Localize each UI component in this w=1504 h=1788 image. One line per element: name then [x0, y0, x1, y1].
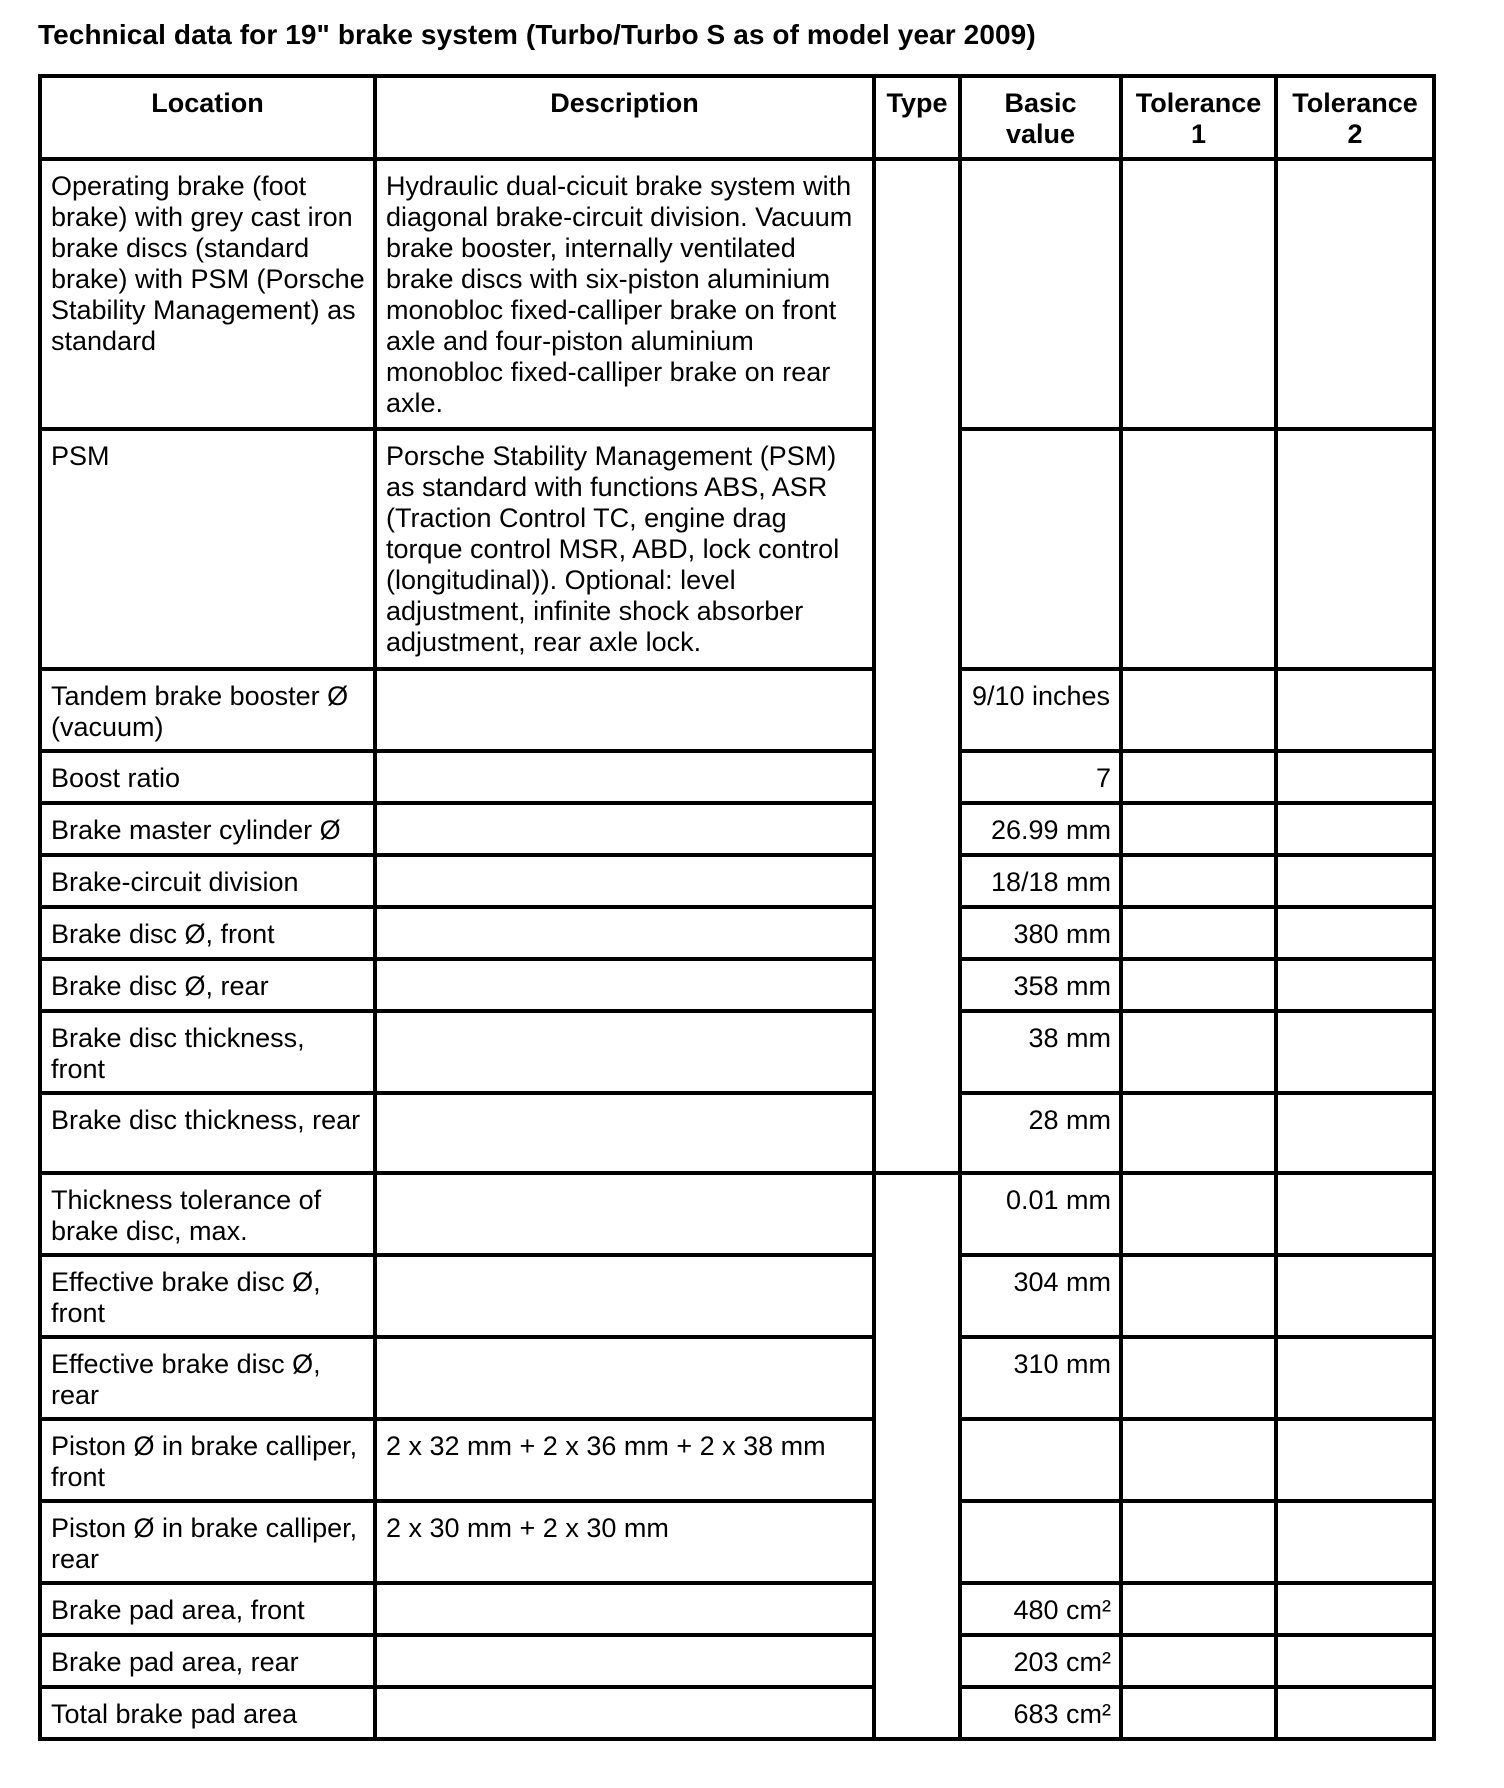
header-description: Description	[375, 76, 874, 159]
tolerance-1-cell	[1121, 803, 1276, 855]
basic-value-cell	[960, 1419, 1121, 1501]
type-cell	[874, 1173, 960, 1739]
basic-value-cell: 18/18 mm	[960, 855, 1121, 907]
tolerance-1-cell	[1121, 1337, 1276, 1419]
location-cell: Tandem brake booster Ø (vacuum)	[40, 669, 375, 751]
basic-value-cell: 480 cm²	[960, 1583, 1121, 1635]
location-cell: Piston Ø in brake calliper, rear	[40, 1501, 375, 1583]
location-cell: Operating brake (foot brake) with grey cast iron brake discs (standard brake) with PSM (Porsche Stability Management) as standard	[40, 159, 375, 429]
location-cell: Effective brake disc Ø, rear	[40, 1337, 375, 1419]
tolerance-2-cell	[1276, 803, 1434, 855]
basic-value-cell: 358 mm	[960, 959, 1121, 1011]
description-cell	[375, 1255, 874, 1337]
tolerance-2-cell	[1276, 751, 1434, 803]
location-cell: Effective brake disc Ø, front	[40, 1255, 375, 1337]
tolerance-2-cell	[1276, 855, 1434, 907]
table-row	[40, 1255, 1434, 1337]
table-row	[40, 669, 1434, 751]
tolerance-2-cell	[1276, 1635, 1434, 1687]
basic-value-cell: 9/10 inches	[960, 669, 1121, 751]
tolerance-1-cell	[1121, 1255, 1276, 1337]
header-tolerance-1: Tolerance 1	[1121, 76, 1276, 159]
tolerance-2-cell	[1276, 1583, 1434, 1635]
tolerance-2-cell	[1276, 1337, 1434, 1419]
header-basic-value: Basic value	[960, 76, 1121, 159]
table-row	[40, 959, 1434, 1011]
basic-value-cell	[960, 429, 1121, 669]
technical-data-table	[38, 74, 1436, 1741]
location-cell: Brake pad area, rear	[40, 1635, 375, 1687]
table-row	[40, 855, 1434, 907]
tolerance-1-cell	[1121, 751, 1276, 803]
description-cell	[375, 907, 874, 959]
description-cell	[375, 1583, 874, 1635]
header-tolerance-2: Tolerance 2	[1276, 76, 1434, 159]
tolerance-2-cell	[1276, 959, 1434, 1011]
tolerance-1-cell	[1121, 429, 1276, 669]
description-cell	[375, 959, 874, 1011]
tolerance-1-cell	[1121, 1419, 1276, 1501]
tolerance-2-cell	[1276, 159, 1434, 429]
header-type: Type	[874, 76, 960, 159]
tolerance-1-cell	[1121, 669, 1276, 751]
table-row	[40, 159, 1434, 429]
description-cell: Porsche Stability Management (PSM) as standard with functions ABS, ASR (Traction Control TC, engine drag torque control MSR, ABD, lock control (longitudinal)). Optional: level adjustment, infinite shock absorber adjustment, rear axle lock.	[375, 429, 874, 669]
description-cell: Hydraulic dual-cicuit brake system with diagonal brake-circuit division. Vacuum brake booster, internally ventilated brake discs with six-piston aluminium monobloc fixed-calliper brake on front axle and four-piston aluminium monobloc fixed-calliper brake on rear axle.	[375, 159, 874, 429]
table-row	[40, 1635, 1434, 1687]
location-cell: Brake disc Ø, front	[40, 907, 375, 959]
basic-value-cell: 0.01 mm	[960, 1173, 1121, 1255]
table-row	[40, 1419, 1434, 1501]
location-cell: Piston Ø in brake calliper, front	[40, 1419, 375, 1501]
basic-value-cell: 203 cm²	[960, 1635, 1121, 1687]
tolerance-2-cell	[1276, 1687, 1434, 1739]
basic-value-cell: 310 mm	[960, 1337, 1121, 1419]
location-cell: Brake disc thickness, rear	[40, 1093, 375, 1173]
basic-value-cell: 304 mm	[960, 1255, 1121, 1337]
page-title: Technical data for 19" brake system (Turbo/Turbo S as of model year 2009)	[38, 19, 1036, 50]
description-cell	[375, 1011, 874, 1093]
basic-value-cell: 7	[960, 751, 1121, 803]
location-cell: Brake disc thickness, front	[40, 1011, 375, 1093]
tolerance-1-cell	[1121, 907, 1276, 959]
table-row	[40, 429, 1434, 669]
tolerance-2-cell	[1276, 907, 1434, 959]
tolerance-2-cell	[1276, 1501, 1434, 1583]
description-cell	[375, 1687, 874, 1739]
basic-value-cell	[960, 1501, 1121, 1583]
tolerance-2-cell	[1276, 1093, 1434, 1173]
tolerance-1-cell	[1121, 1583, 1276, 1635]
table-header-row	[40, 76, 1434, 159]
table-row	[40, 1687, 1434, 1739]
basic-value-cell	[960, 159, 1121, 429]
tolerance-1-cell	[1121, 1173, 1276, 1255]
location-cell: PSM	[40, 429, 375, 669]
location-cell: Brake disc Ø, rear	[40, 959, 375, 1011]
description-cell	[375, 803, 874, 855]
tolerance-2-cell	[1276, 429, 1434, 669]
description-cell	[375, 1093, 874, 1173]
basic-value-cell: 28 mm	[960, 1093, 1121, 1173]
table-row	[40, 1501, 1434, 1583]
basic-value-cell: 683 cm²	[960, 1687, 1121, 1739]
tolerance-1-cell	[1121, 1635, 1276, 1687]
description-cell: 2 x 32 mm + 2 x 36 mm + 2 x 38 mm	[375, 1419, 874, 1501]
location-cell: Boost ratio	[40, 751, 375, 803]
tolerance-2-cell	[1276, 1419, 1434, 1501]
location-cell: Brake pad area, front	[40, 1583, 375, 1635]
location-cell: Thickness tolerance of brake disc, max.	[40, 1173, 375, 1255]
table-row	[40, 1173, 1434, 1255]
tolerance-1-cell	[1121, 159, 1276, 429]
tolerance-1-cell	[1121, 1687, 1276, 1739]
basic-value-cell: 38 mm	[960, 1011, 1121, 1093]
description-cell	[375, 855, 874, 907]
table-row	[40, 1337, 1434, 1419]
tolerance-2-cell	[1276, 1255, 1434, 1337]
table-row	[40, 1011, 1434, 1093]
tolerance-1-cell	[1121, 855, 1276, 907]
location-cell: Total brake pad area	[40, 1687, 375, 1739]
tolerance-1-cell	[1121, 1011, 1276, 1093]
tolerance-2-cell	[1276, 669, 1434, 751]
tolerance-1-cell	[1121, 959, 1276, 1011]
tolerance-2-cell	[1276, 1173, 1434, 1255]
table-row	[40, 1583, 1434, 1635]
tolerance-2-cell	[1276, 1011, 1434, 1093]
description-cell	[375, 669, 874, 751]
description-cell	[375, 1173, 874, 1255]
tolerance-1-cell	[1121, 1093, 1276, 1173]
tolerance-1-cell	[1121, 1501, 1276, 1583]
table-row	[40, 1093, 1434, 1173]
table-row	[40, 803, 1434, 855]
description-cell	[375, 1337, 874, 1419]
description-cell: 2 x 30 mm + 2 x 30 mm	[375, 1501, 874, 1583]
location-cell: Brake-circuit division	[40, 855, 375, 907]
description-cell	[375, 1635, 874, 1687]
description-cell	[375, 751, 874, 803]
header-location: Location	[40, 76, 375, 159]
basic-value-cell: 380 mm	[960, 907, 1121, 959]
type-cell	[874, 159, 960, 1173]
table-row	[40, 751, 1434, 803]
location-cell: Brake master cylinder Ø	[40, 803, 375, 855]
basic-value-cell: 26.99 mm	[960, 803, 1121, 855]
table-row	[40, 907, 1434, 959]
